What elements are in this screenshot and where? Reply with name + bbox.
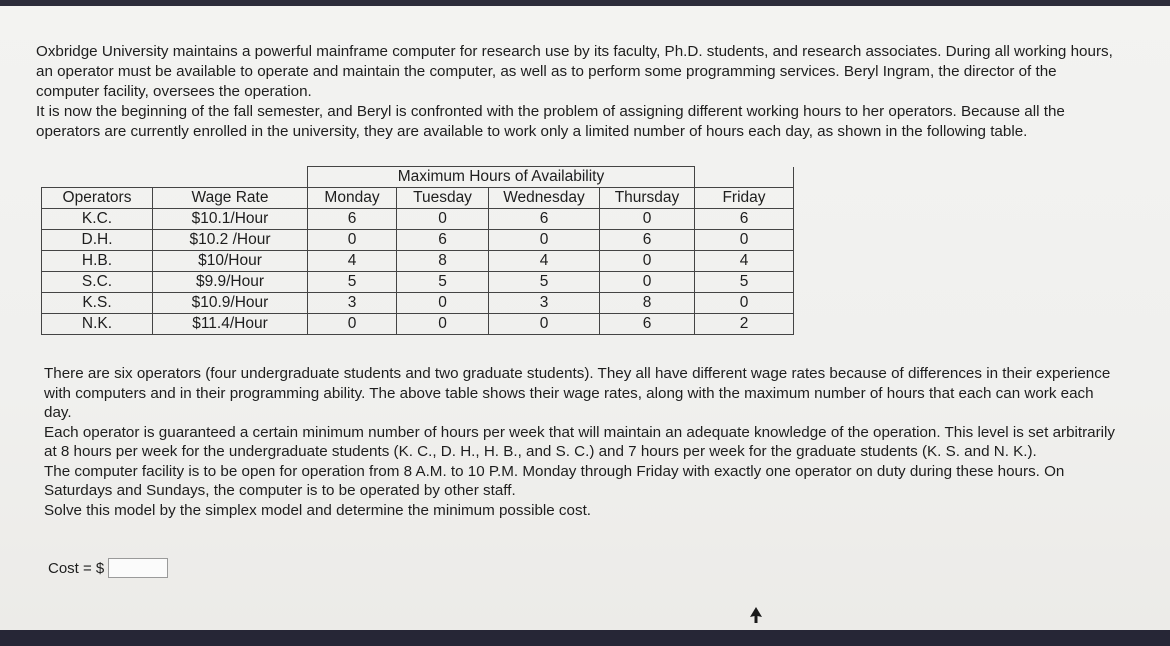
cost-label: Cost = $ — [48, 559, 105, 577]
header-operators: Operators — [42, 188, 153, 209]
cell: 6 — [308, 209, 397, 230]
cell: D.H. — [42, 230, 153, 251]
cell: 0 — [489, 314, 600, 335]
cell: 0 — [600, 209, 695, 230]
cell: 0 — [397, 314, 489, 335]
cell: $10.9/Hour — [153, 293, 308, 314]
table-row — [42, 314, 794, 335]
cell: 8 — [397, 251, 489, 272]
header-thursday: Thursday — [600, 188, 695, 209]
header-wednesday: Wednesday — [489, 188, 600, 209]
group-header: Maximum Hours of Availability — [308, 167, 695, 188]
header-friday: Friday — [695, 188, 794, 209]
cell: K.C. — [42, 209, 153, 230]
cost-input[interactable] — [108, 558, 168, 578]
cell: 4 — [308, 251, 397, 272]
table-row — [42, 272, 794, 293]
cell: 0 — [397, 209, 489, 230]
mouse-pointer-icon — [749, 606, 763, 624]
cell: 0 — [308, 314, 397, 335]
cell: 6 — [397, 230, 489, 251]
cell: 5 — [489, 272, 600, 293]
cell: 4 — [489, 251, 600, 272]
cost-answer-row — [48, 558, 168, 578]
document-page — [0, 6, 1170, 630]
cell: 6 — [600, 230, 695, 251]
cell: 3 — [489, 293, 600, 314]
cell: $10.1/Hour — [153, 209, 308, 230]
table-row — [42, 230, 794, 251]
cell: 0 — [308, 230, 397, 251]
table-group-header-row — [42, 167, 794, 188]
cell: 0 — [489, 230, 600, 251]
cell: 5 — [695, 272, 794, 293]
cell: $10/Hour — [153, 251, 308, 272]
cell: 2 — [695, 314, 794, 335]
cell: H.B. — [42, 251, 153, 272]
availability-table — [41, 166, 794, 335]
body-paragraph-2: Each operator is guaranteed a certain minimum number of hours per week that will maintain an adequate knowledge of the operation. This level is set arbitrarily at 8 hours per week for the undergraduate students (K. C., D. H., H. B., and S. C.) and 7 hours per week for the graduate students (K. S. and N. K.). — [44, 423, 1116, 460]
intro-paragraph-2: It is now the beginning of the fall semester, and Beryl is confronted with the problem of assigning different working hours to her operators. Because all the operators are currently enrolled in the university, they are available to work only a limited number of hours each day, as shown in the following table. — [36, 103, 1065, 140]
cell: S.C. — [42, 272, 153, 293]
cell: 5 — [397, 272, 489, 293]
table-row — [42, 251, 794, 272]
table-row — [42, 209, 794, 230]
cell: 0 — [695, 293, 794, 314]
problem-text — [44, 364, 1124, 520]
table-header-row — [42, 188, 794, 209]
cell: 0 — [397, 293, 489, 314]
body-paragraph-4: Solve this model by the simplex model and determine the minimum possible cost. — [44, 501, 592, 519]
intro-paragraph-1: Oxbridge University maintains a powerful mainframe computer for research use by its faculty, Ph.D. students, and research associates. During all working hours, an operator must be available to operate and maintain the computer, as well as to perform some programming services. Beryl Ingram, the director of the computer facility, oversees the operation. — [36, 43, 1113, 100]
cell: 6 — [600, 314, 695, 335]
bottom-bar — [0, 630, 1170, 646]
cell: 5 — [308, 272, 397, 293]
header-monday: Monday — [308, 188, 397, 209]
cell: 0 — [695, 230, 794, 251]
cell: 0 — [600, 272, 695, 293]
body-paragraph-3: The computer facility is to be open for operation from 8 A.M. to 10 P.M. Monday through Friday with exactly one operator on duty during these hours. On Saturdays and Sundays, the computer is to be operated by other staff. — [44, 462, 1065, 499]
header-tuesday: Tuesday — [397, 188, 489, 209]
cell: 6 — [489, 209, 600, 230]
intro-text — [36, 42, 1116, 142]
cell: 6 — [695, 209, 794, 230]
cell: 4 — [695, 251, 794, 272]
header-wage-rate: Wage Rate — [153, 188, 308, 209]
cell: 3 — [308, 293, 397, 314]
cell: $9.9/Hour — [153, 272, 308, 293]
body-paragraph-1: There are six operators (four undergraduate students and two graduate students). They all have different wage rates because of differences in their experience with computers and in their programming ability. The above table shows their wage rates, along with the maximum number of hours that each can work each day. — [44, 365, 1111, 421]
cell: N.K. — [42, 314, 153, 335]
cell: K.S. — [42, 293, 153, 314]
cell: 0 — [600, 251, 695, 272]
cell: $10.2 /Hour — [153, 230, 308, 251]
table-row — [42, 293, 794, 314]
cell: 8 — [600, 293, 695, 314]
cell: $11.4/Hour — [153, 314, 308, 335]
